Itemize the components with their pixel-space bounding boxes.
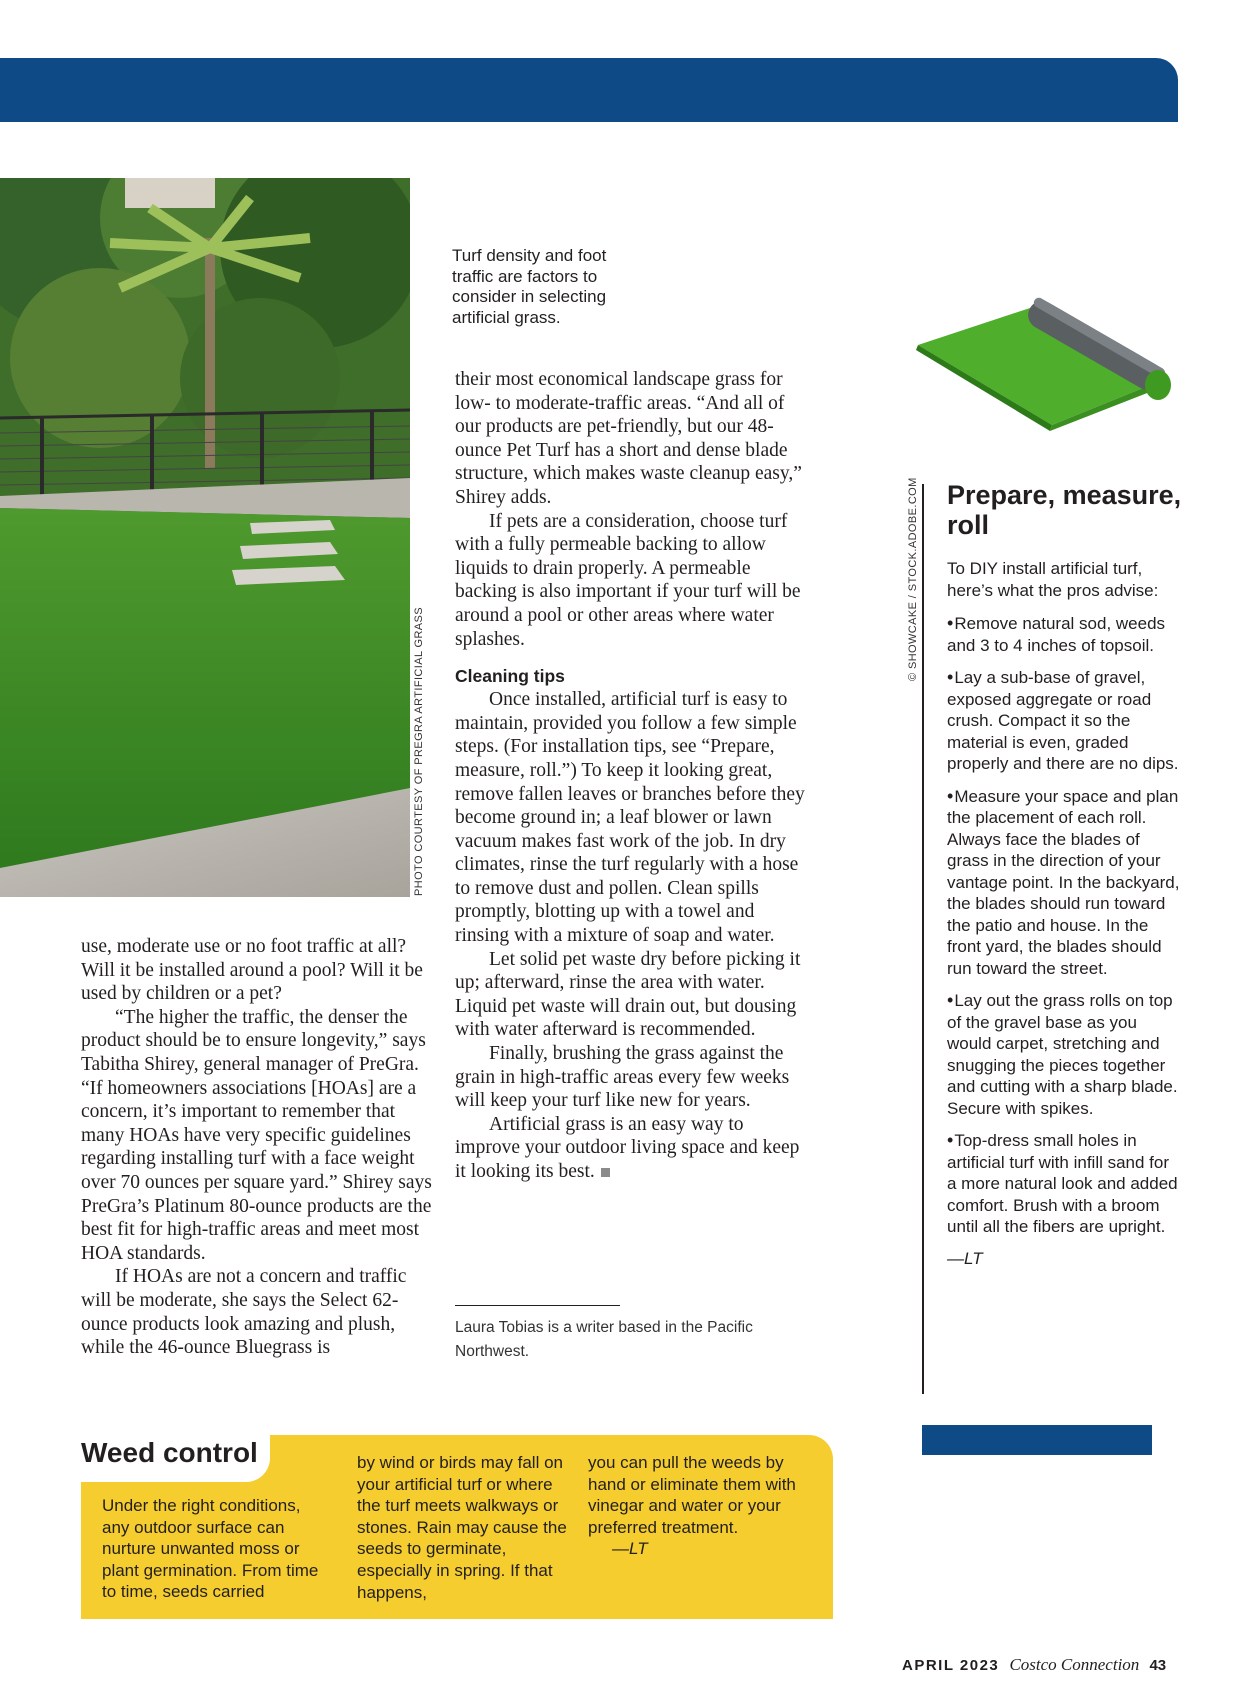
sidebar-prepare-measure-roll <box>947 480 1182 1269</box>
paragraph: Finally, brushing the grass against the grain in high-traffic areas every few weeks will keep your turf like new for years. <box>455 1043 790 1112</box>
weed-control-title: Weed control <box>81 1437 258 1468</box>
list-item <box>947 786 1182 980</box>
weed-control-column-1: Under the right conditions, any outdoor surface can nurture unwanted moss or plant germination. From time to time, seeds carried <box>102 1496 319 1602</box>
turf-roll-image <box>910 290 1175 440</box>
photo-credit: PHOTO COURTESY OF PREGRA ARTIFICIAL GRASS <box>413 606 425 896</box>
sidebar-title: Prepare, measure, roll <box>947 480 1182 540</box>
turf-lawn-illustration <box>0 178 410 897</box>
header-color-band <box>0 58 1178 122</box>
end-of-article-square-icon <box>601 1168 610 1177</box>
list-item-text: Remove natural sod, weeds and 3 to 4 inches of topsoil. <box>947 614 1166 655</box>
sidebar-tips-list <box>947 613 1182 1238</box>
paragraph: If HOAs are not a concern and traffic will be moderate, she says the Select 62-ounce products look amazing and plush, while the 46-ounce Bluegrass is <box>81 1266 407 1359</box>
list-item <box>947 1130 1182 1238</box>
weed-control-signature: —LT <box>612 1539 648 1559</box>
turf-roll-illustration <box>910 290 1175 440</box>
list-item <box>947 613 1182 656</box>
list-item-text: Top-dress small holes in artificial turf with infill sand for a more natural look and added comfort. Brush with a broom until all the fibers are upright. <box>947 1131 1178 1236</box>
paragraph: Once installed, artificial turf is easy to maintain, provided you follow a few simple steps. (For installation tips, see “Prepare, measure, roll.”) To keep it looking great, remove fallen leaves or branches before they become ground in; a leaf blower or lawn vacuum makes fast work of the job. In dry climates, rinse the turf regularly with a hose to remove dust and pollen. Clean spills promptly, blotting up with a towel and rinsing with a mixture of soap and water. <box>455 689 805 947</box>
sidebar-color-block <box>922 1425 1152 1455</box>
turf-lawn-photo <box>0 178 410 897</box>
paragraph: use, moderate use or no foot traffic at all? Will it be installed around a pool? Will it be used by children or a pet? <box>81 936 423 1005</box>
article-column-1 <box>81 935 436 1360</box>
bio-divider <box>455 1305 620 1306</box>
paragraph: Let solid pet waste dry before picking it up; afterward, rinse the area with water. Liquid pet waste will drain out, but dousing with water afterward is recommended. <box>455 948 801 1041</box>
page-number: 43 <box>1149 1657 1167 1674</box>
paragraph: “The higher the traffic, the denser the product should be to ensure longevity,” says Tabitha Shirey, general manager of PreGra. “If homeowners associations [HOAs] are a concern, it’s important to remember that many HOAs have very specific guidelines regarding installing turf with a face weight over 70 ounces per square yard.” Shirey says PreGra’s Platinum 80-ounce products are the best fit for high-traffic areas and meet most HOA standards. <box>81 1006 432 1264</box>
author-bio: Laura Tobias is a writer based in the Pacific Northwest. <box>455 1319 753 1360</box>
list-item-text: Measure your space and plan the placement of each roll. Always face the blades of grass in the direction of your vantage point. In the backyard, the blades should run toward the patio and house. In the front yard, the blades should run toward the street. <box>947 786 1180 978</box>
list-item-text: Lay a sub-base of gravel, exposed aggregate or road crush. Compact it so the material is even, graded properly and there are no dips. <box>947 668 1179 773</box>
paragraph: their most economical landscape grass for low- to moderate-traffic areas. “And all of our products are pet-friendly, but our 48-ounce Pet Turf has a short and dense blade structure, which makes waste cleanup easy,” Shirey adds. <box>455 369 802 508</box>
photo-caption: Turf density and foot traffic are factors to consider in selecting artificial grass. <box>452 246 607 327</box>
sidebar-rule <box>922 484 924 1394</box>
sidebar-intro: To DIY install artificial turf, here’s what the pros advise: <box>947 559 1159 600</box>
list-item-text: Lay out the grass rolls on top of the gravel base as you would carpet, stretching and snugging the pieces together and cutting with a sharp blade. Secure with spikes. <box>947 991 1178 1118</box>
final-paragraph-text: Artificial grass is an easy way to improve your outdoor living space and keep it looking its best. <box>455 1113 800 1182</box>
paragraph-final <box>455 1113 805 1184</box>
page-footer <box>902 1655 1166 1675</box>
article-column-2 <box>455 368 805 1184</box>
list-item <box>947 990 1182 1119</box>
weed-control-column-3-text: you can pull the weeds by hand or eliminate them with vinegar and water or your preferred treatment. <box>588 1453 796 1537</box>
turf-roll-credit: © SHOWCAKE / STOCK.ADOBE.COM <box>907 477 919 681</box>
subhead-cleaning-tips: Cleaning tips <box>455 666 565 687</box>
magazine-name: Costco Connection <box>1009 1655 1140 1674</box>
weed-control-column-3 <box>588 1452 818 1560</box>
sidebar-signature: —LT <box>947 1248 983 1268</box>
paragraph: If pets are a consideration, choose turf with a fully permeable backing to allow liquids to drain properly. A permeable backing is also important if your turf will be around a pool or other areas where water splashes. <box>455 510 801 650</box>
weed-control-column-2: by wind or birds may fall on your artificial turf or where the turf meets walkways or stones. Rain may cause the seeds to germinate, especially in spring. If that happens, <box>357 1453 567 1602</box>
issue-date: APRIL 2023 <box>902 1657 1000 1674</box>
list-item <box>947 667 1182 775</box>
